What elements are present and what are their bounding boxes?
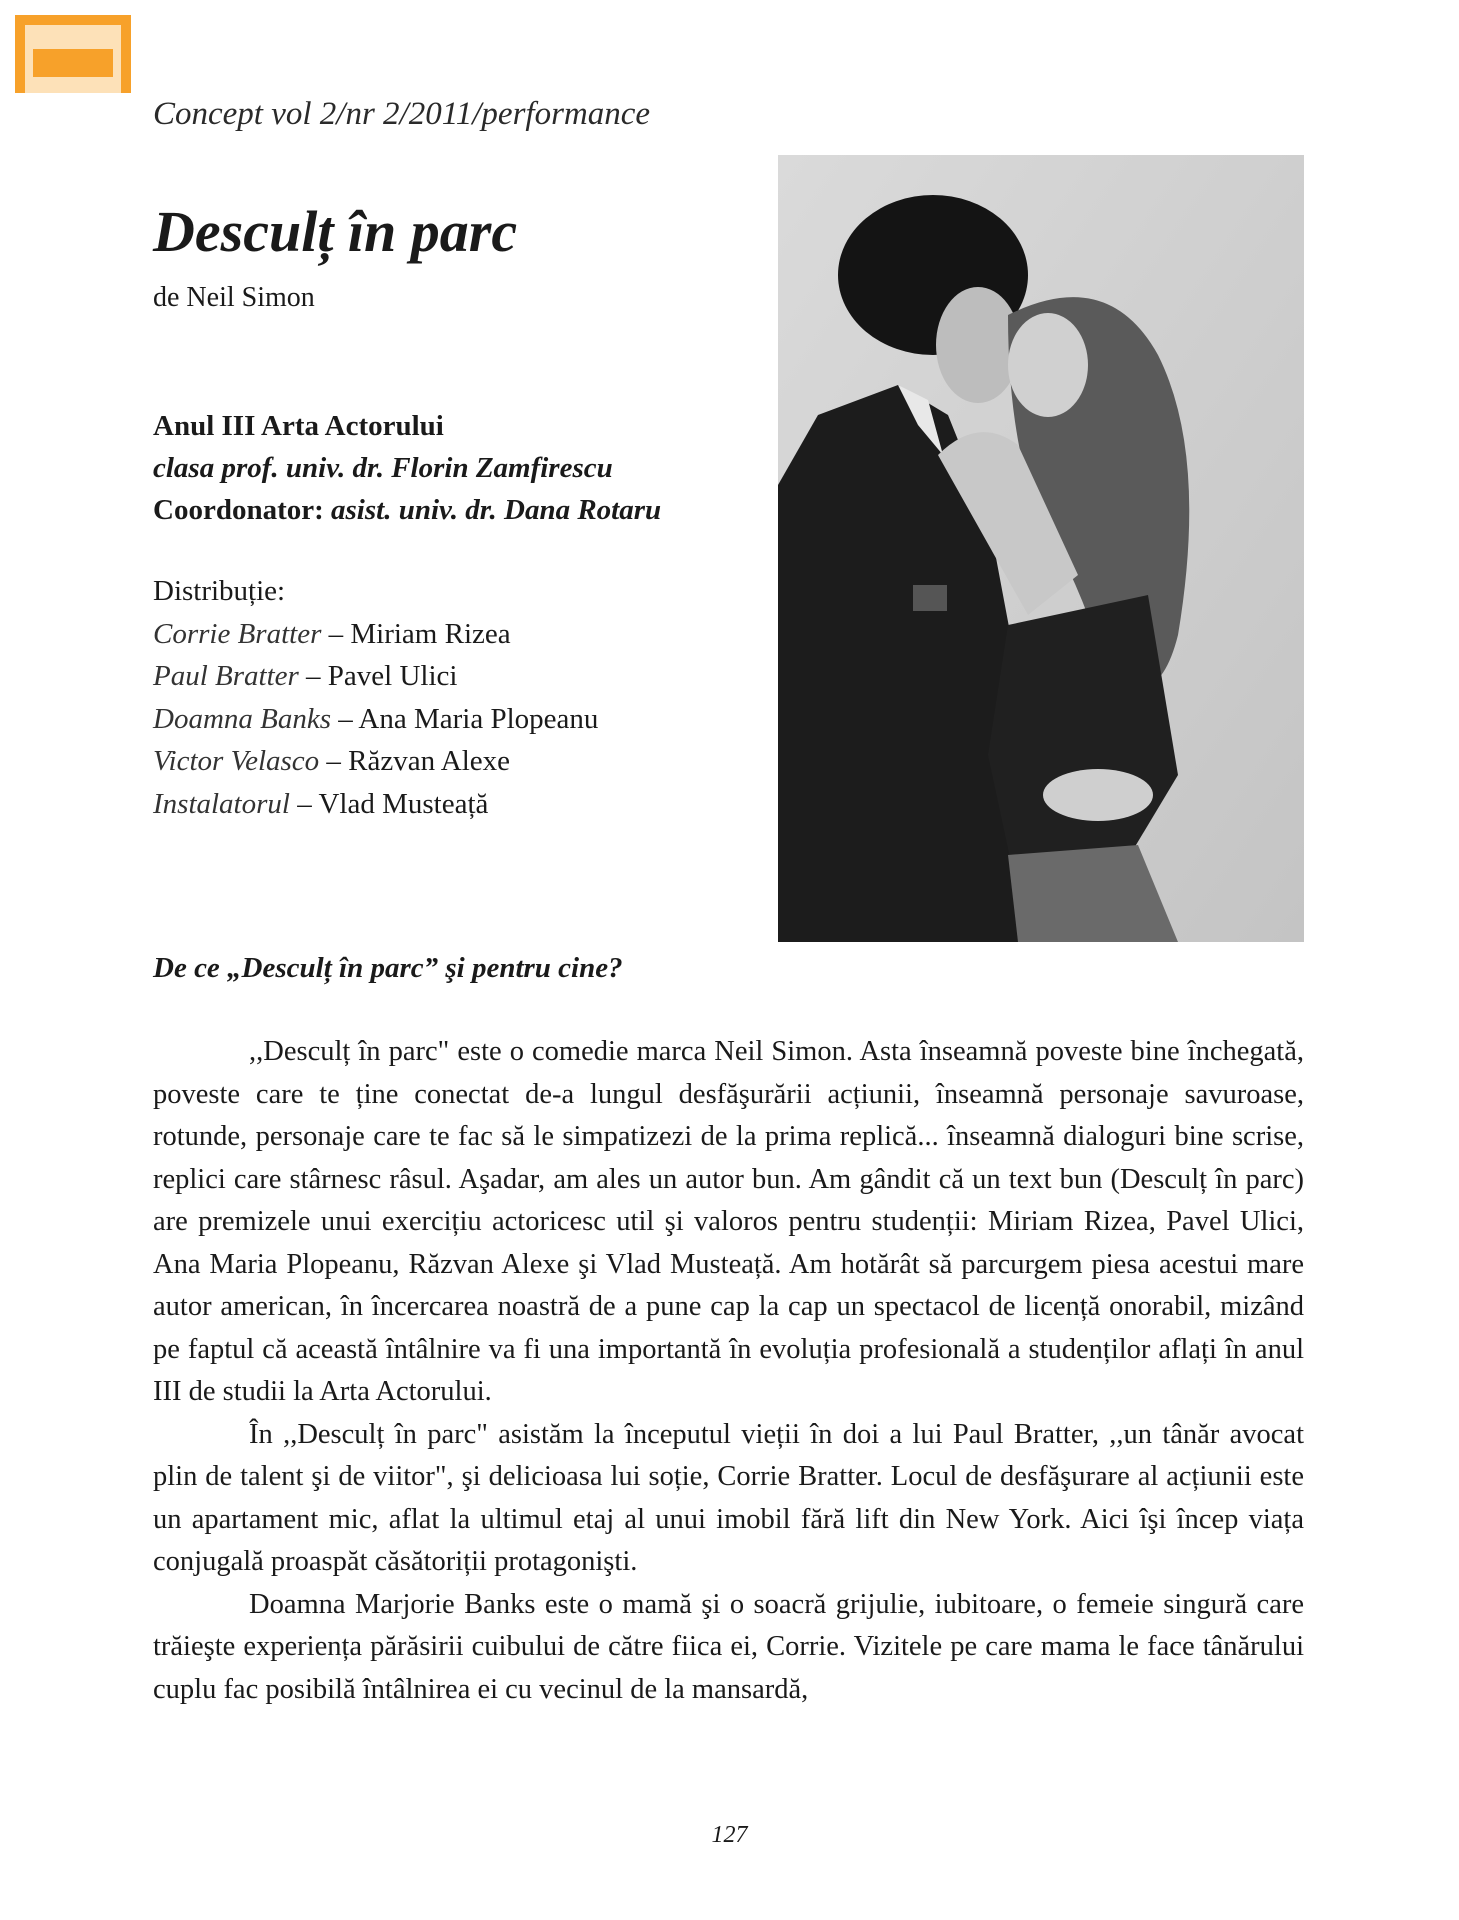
coordinator-line bbox=[153, 489, 661, 531]
cast-item bbox=[153, 740, 598, 783]
cast-item bbox=[153, 613, 598, 656]
coordinator-name: asist. univ. dr. Dana Rotaru bbox=[331, 494, 662, 526]
cast-actor: Răzvan Alexe bbox=[348, 745, 511, 777]
coordinator-label: Coordonator: bbox=[153, 494, 324, 526]
journal-header: Concept vol 2/nr 2/2011/performance bbox=[153, 96, 651, 132]
cast-item bbox=[153, 698, 598, 741]
cast-role: Paul Bratter bbox=[153, 660, 299, 692]
cast-actor: Vlad Musteață bbox=[318, 787, 489, 820]
credits-block bbox=[153, 405, 661, 531]
cast-role: Instalatorul bbox=[153, 787, 290, 820]
cast-separator: – bbox=[289, 787, 319, 820]
cast-separator: – bbox=[319, 745, 349, 777]
cast-actor: Pavel Ulici bbox=[327, 660, 458, 692]
page-title: Desculț în parc bbox=[153, 199, 518, 264]
cast-role: Doamna Banks bbox=[153, 702, 332, 735]
cast-role: Victor Velasco bbox=[153, 745, 320, 777]
cast-actor: Ana Maria Plopeanu bbox=[358, 702, 599, 735]
section-heading: De ce „Desculț în parc” şi pentru cine? bbox=[153, 952, 623, 984]
paragraph: În ,,Desculț în parc" asistăm la începutul vieții în doi a lui Paul Bratter, ,,un tânăr avocat plin de talent şi de viitor", şi delicioasa lui soție, Corrie Bratter. Locul de desfăşurare al acțiunii este un apartament mic, aflat la ultimul etaj al unui imobil fără lift din New York. Aici îşi încep viața conjugală proaspăt căsătoriții protagonişti. bbox=[153, 1418, 1304, 1577]
cast-separator: – bbox=[331, 702, 359, 735]
performance-photo bbox=[778, 155, 1304, 942]
cast-heading: Distribuție: bbox=[153, 575, 286, 607]
page-number: 127 bbox=[711, 1822, 748, 1848]
paragraph: Doamna Marjorie Banks este o mamă şi o soacră grijulie, iubitoare, o femeie singură care trăieşte experiența părăsirii cuibului de către fiica ei, Corrie. Vizitele pe care mama le face tânărului cuplu fac posibilă întâlnirea ei cu vecinul de la mansardă, bbox=[153, 1588, 1304, 1705]
cast-item bbox=[153, 783, 598, 826]
paragraph: ,,Desculț în parc" este o comedie marca Neil Simon. Asta înseamnă poveste bine închegată, poveste care te ține conectat de-a lungul desfăşurării acțiunii, înseamnă personaje savuroase, rotunde, personaje care te fac să le simpatizezi de la prima replică... înseamnă dialoguri bine scrise, replici care stârnesc râsul. Aşadar, am ales un autor bun. Am gândit că un text bun (Desculț în parc) are premizele unui exercițiu actoricesc util şi valoros pentru studenții: Miriam Rizea, Pavel Ulici, Ana Maria Plopeanu, Răzvan Alexe şi Vlad Musteață. Am hotărât să parcurgem piesa acestui mare autor american, în încercarea noastră de a pune cap la cap un spectacol de licență onorabil, mizând pe faptul că această întâlnire va fi una importantă în evoluția profesională a studenților aflați în anul III de studii la Arta Actorului. bbox=[153, 1036, 1304, 1407]
cast-actor: Miriam Rizea bbox=[350, 617, 511, 650]
cast-item bbox=[153, 655, 598, 698]
cast-list bbox=[153, 570, 598, 825]
cast-separator: – bbox=[321, 617, 351, 650]
program-line: Anul III Arta Actorului bbox=[153, 410, 444, 442]
article-body bbox=[153, 1031, 1304, 1711]
cast-separator: – bbox=[298, 660, 328, 692]
author-line: de Neil Simon bbox=[153, 282, 315, 313]
cast-role: Corrie Bratter bbox=[153, 617, 322, 650]
class-line: clasa prof. univ. dr. Florin Zamfirescu bbox=[153, 452, 613, 484]
journal-logo bbox=[15, 15, 131, 93]
